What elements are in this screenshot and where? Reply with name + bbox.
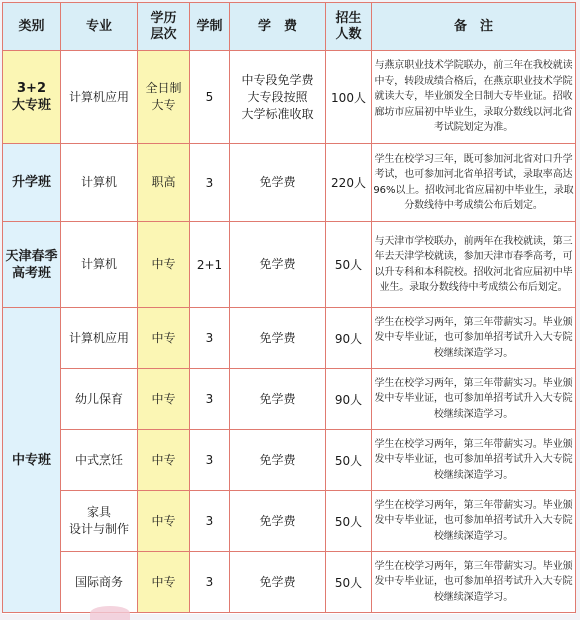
- level-cell: 中专: [138, 552, 190, 613]
- major-cell: 幼儿保育: [61, 369, 138, 430]
- header-major: 专业: [61, 3, 138, 51]
- major-cell: 中式烹饪: [61, 430, 138, 491]
- fee-cell: 免学费: [230, 222, 326, 308]
- table-row: [3, 144, 576, 222]
- enroll-cell: 90人: [326, 308, 372, 369]
- level-cell: 中专: [138, 491, 190, 552]
- major-cell: 家具 设计与制作: [61, 491, 138, 552]
- decorative-shape: [90, 606, 130, 620]
- table-row: [3, 552, 576, 613]
- years-cell: 3: [190, 308, 230, 369]
- years-cell: 5: [190, 51, 230, 144]
- header-note: 备 注: [372, 3, 576, 51]
- table-row: [3, 222, 576, 308]
- major-cell: 计算机应用: [61, 308, 138, 369]
- category-cell: 中专班: [3, 308, 61, 613]
- category-cell: 升学班: [3, 144, 61, 222]
- major-cell: 计算机: [61, 222, 138, 308]
- note-cell: 学生在校学习两年，第三年带薪实习。毕业颁发中专毕业证，也可参加单招考试升入大专院校继续深造学习。: [372, 491, 576, 552]
- table-row: [3, 308, 576, 369]
- table-row: [3, 491, 576, 552]
- note-cell: 学生在校学习两年，第三年带薪实习。毕业颁发中专毕业证，也可参加单招考试升入大专院校继续深造学习。: [372, 552, 576, 613]
- years-cell: 3: [190, 144, 230, 222]
- category-cell: 3+2 大专班: [3, 51, 61, 144]
- years-cell: 3: [190, 491, 230, 552]
- fee-cell: 中专段免学费 大专段按照 大学标准收取: [230, 51, 326, 144]
- major-cell: 计算机: [61, 144, 138, 222]
- fee-cell: 免学费: [230, 552, 326, 613]
- note-cell: 与天津市学校联办，前两年在我校就读，第三年去天津学校就读，参加天津市春季高考，可以升专科和本科院校。招收河北省应届初中毕业生。录取分数线待中考成绩公布后划定。: [372, 222, 576, 308]
- note-cell: 学生在校学习两年，第三年带薪实习。毕业颁发中专毕业证，也可参加单招考试升入大专院校继续深造学习。: [372, 308, 576, 369]
- fee-cell: 免学费: [230, 369, 326, 430]
- level-cell: 全日制 大专: [138, 51, 190, 144]
- fee-cell: 免学费: [230, 144, 326, 222]
- enroll-cell: 90人: [326, 369, 372, 430]
- header-level: 学历 层次: [138, 3, 190, 51]
- level-cell: 中专: [138, 308, 190, 369]
- enroll-cell: 50人: [326, 491, 372, 552]
- table-row: [3, 51, 576, 144]
- note-cell: 学生在校学习两年，第三年带薪实习。毕业颁发中专毕业证，也可参加单招考试升入大专院校继续深造学习。: [372, 369, 576, 430]
- category-cell: 天津春季 高考班: [3, 222, 61, 308]
- level-cell: 职高: [138, 144, 190, 222]
- header-years: 学制: [190, 3, 230, 51]
- years-cell: 3: [190, 430, 230, 491]
- note-cell: 学生在校学习三年，既可参加河北省对口升学考试，也可参加河北省单招考试，录取率高达96%以上。招收河北省应届初中毕业生，录取分数线待中考成绩公布后划定。: [372, 144, 576, 222]
- enroll-cell: 220人: [326, 144, 372, 222]
- major-cell: 国际商务: [61, 552, 138, 613]
- fee-cell: 免学费: [230, 430, 326, 491]
- years-cell: 2+1: [190, 222, 230, 308]
- level-cell: 中专: [138, 222, 190, 308]
- table-row: [3, 430, 576, 491]
- table-body: [3, 51, 576, 613]
- header-row: [3, 3, 576, 51]
- admissions-table: [2, 2, 576, 613]
- admissions-table-container: [2, 2, 575, 614]
- header-enroll: 招生 人数: [326, 3, 372, 51]
- enroll-cell: 50人: [326, 222, 372, 308]
- header-category: 类别: [3, 3, 61, 51]
- major-cell: 计算机应用: [61, 51, 138, 144]
- header-fee: 学 费: [230, 3, 326, 51]
- years-cell: 3: [190, 552, 230, 613]
- enroll-cell: 50人: [326, 552, 372, 613]
- enroll-cell: 50人: [326, 430, 372, 491]
- level-cell: 中专: [138, 430, 190, 491]
- table-row: [3, 369, 576, 430]
- note-cell: 学生在校学习两年，第三年带薪实习。毕业颁发中专毕业证，也可参加单招考试升入大专院校继续深造学习。: [372, 430, 576, 491]
- fee-cell: 免学费: [230, 491, 326, 552]
- years-cell: 3: [190, 369, 230, 430]
- note-cell: 与燕京职业技术学院联办，前三年在我校就读中专，转段成绩合格后，在燕京职业技术学院就读大专，毕业颁发全日制大专毕业证。招收廊坊市应届初中毕业生，录取分数线以河北省考试院划定为准。: [372, 51, 576, 144]
- level-cell: 中专: [138, 369, 190, 430]
- fee-cell: 免学费: [230, 308, 326, 369]
- enroll-cell: 100人: [326, 51, 372, 144]
